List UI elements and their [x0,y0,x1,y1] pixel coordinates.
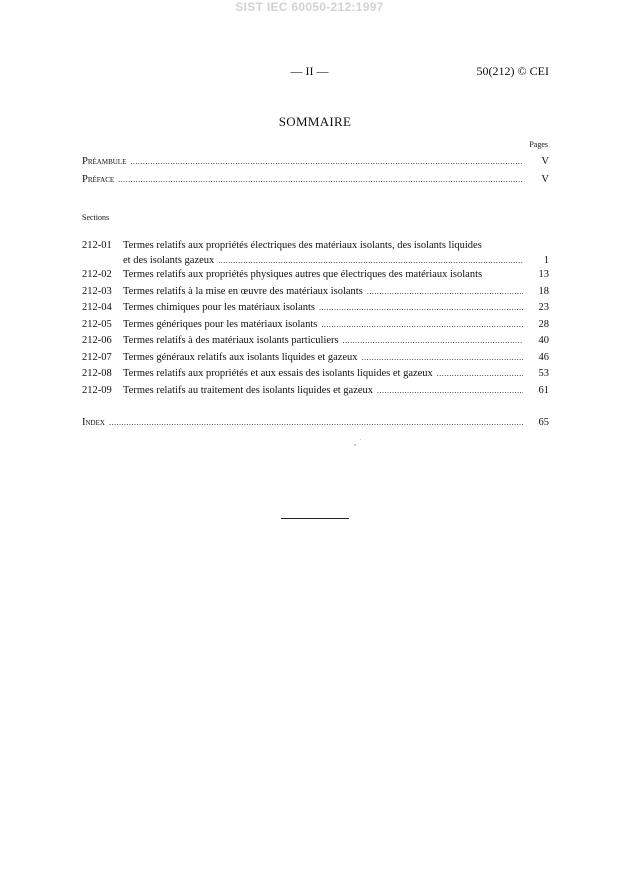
page-title: SOMMAIRE [278,114,352,129]
section-code: 212-05 [82,319,112,330]
toc-entry-index[interactable] [82,416,549,429]
section-code: 212-02 [82,269,112,280]
section-title: Termes relatifs au traitement des isolants liquides et gazeux [123,385,374,396]
leader-dots [319,301,523,314]
toc-section-212-01[interactable] [82,239,549,267]
section-page: 18 [538,286,549,297]
document-reference: 50(212) © CEI [476,64,549,78]
section-title: Termes relatifs à la mise en œuvre des matériaux isolants [123,286,363,297]
section-code: 212-09 [82,385,112,396]
leader-dots [130,155,523,168]
toc-section-212-03[interactable] [82,285,549,298]
section-title: Termes généraux relatifs aux isolants liquides et gazeux [123,352,358,363]
toc-section-212-04[interactable] [82,301,549,314]
toc-entry-page: V [541,156,549,167]
section-page: 53 [538,368,549,379]
section-title: Termes relatifs aux propriétés physiques autres que électriques des matériaux isolants [123,269,483,280]
toc-section-212-08[interactable] [82,367,549,380]
scan-speck [360,439,361,440]
section-code: 212-04 [82,302,112,313]
toc-entry-preface[interactable] [82,173,549,186]
section-title-line1: Termes relatifs aux propriétés électriques des matériaux isolants, des isolants liquides [123,240,482,251]
leader-dots [367,285,523,298]
section-code: 212-01 [82,240,112,251]
section-code: 212-03 [82,286,112,297]
section-code: 212-07 [82,352,112,363]
section-page: 28 [538,319,549,330]
leader-dots [118,173,523,186]
page-number: — II — [290,64,329,78]
section-page: 46 [538,352,549,363]
leader-dots [377,384,523,397]
section-title: Termes chimiques pour les matériaux isolants [123,302,316,313]
toc-section-212-02[interactable] [82,268,549,281]
section-page: 13 [538,269,549,280]
leader-dots [218,254,523,267]
section-code: 212-08 [82,368,112,379]
toc-entry-preambule[interactable] [82,155,549,168]
section-title: Termes génériques pour les matériaux isolants [123,319,318,330]
toc-section-212-07[interactable] [82,351,549,364]
leader-dots [321,318,523,331]
toc-entry-label: Index [82,417,105,428]
pages-column-label: Pages [529,140,548,149]
section-page: 61 [538,385,549,396]
section-code: 212-06 [82,335,112,346]
sections-label: Sections [82,213,110,222]
toc-entry-page: V [541,174,549,185]
leader-dots [437,367,523,380]
toc-section-212-09[interactable] [82,384,549,397]
leader-dots [109,416,523,429]
scan-speck [354,444,356,446]
section-title: Termes relatifs à des matériaux isolants particuliers [123,335,339,346]
leader-dots [362,351,523,364]
section-title: Termes relatifs aux propriétés et aux essais des isolants liquides et gazeux [123,368,433,379]
toc-entry-page: 65 [538,417,549,428]
section-title-line2: et des isolants gazeux [123,255,215,266]
toc-section-212-05[interactable] [82,318,549,331]
leader-dots [343,334,523,347]
toc-entry-label: Préambule [82,156,127,167]
closing-rule [281,518,349,519]
toc-entry-label: Préface [82,174,115,185]
watermark: SIST IEC 60050-212:1997 [235,0,384,14]
section-page: 1 [543,255,549,266]
section-page: 40 [538,335,549,346]
section-page: 23 [538,302,549,313]
toc-section-212-06[interactable] [82,334,549,347]
